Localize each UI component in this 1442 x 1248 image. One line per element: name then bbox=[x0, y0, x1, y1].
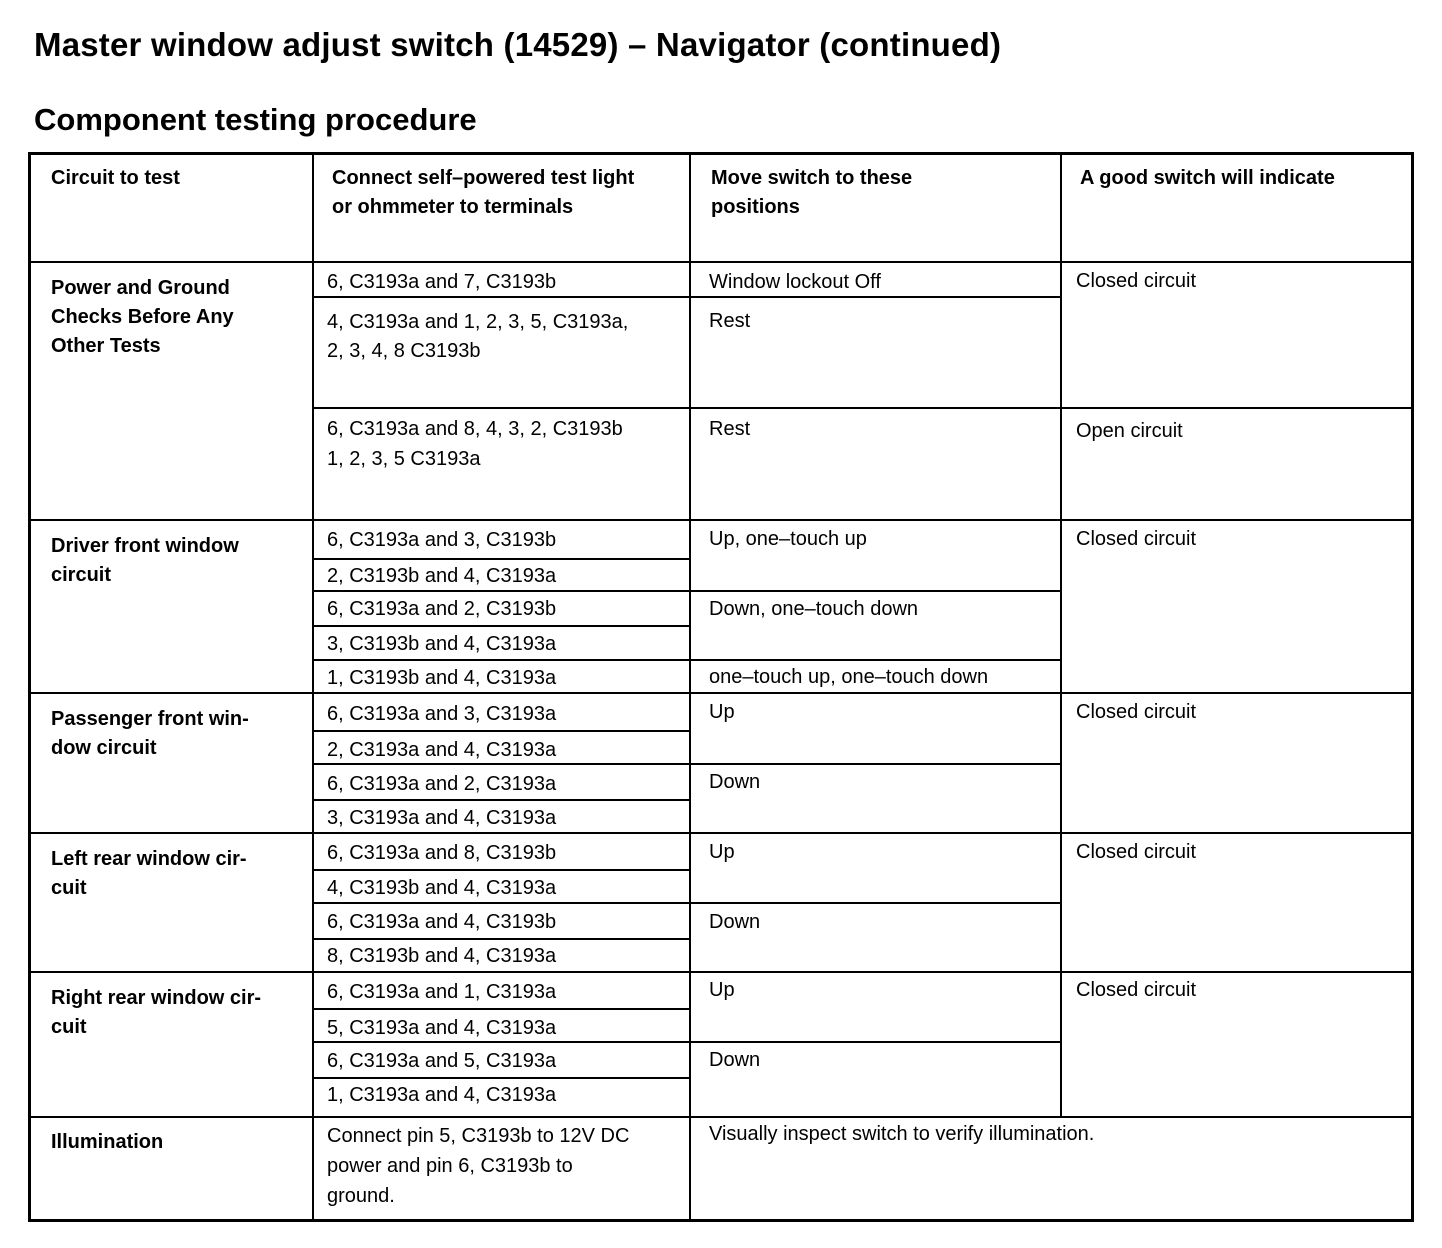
circuit-name: Passenger front win- bbox=[51, 708, 249, 730]
row-divider bbox=[312, 625, 690, 627]
position-cell: Up bbox=[709, 841, 735, 863]
terminal-cell: 6, C3193a and 2, C3193b bbox=[327, 598, 557, 620]
terminal-cell: 2, 3, 4, 8 C3193b bbox=[327, 340, 481, 362]
terminal-cell: 6, C3193a and 3, C3193b bbox=[327, 529, 557, 551]
header-terminals-line1: Connect self–powered test light bbox=[332, 167, 635, 189]
result-cell: Closed circuit bbox=[1076, 270, 1197, 292]
terminal-cell: Connect pin 5, C3193b to 12V DC bbox=[327, 1125, 630, 1147]
circuit-name: Driver front window bbox=[51, 535, 239, 557]
terminal-cell: 6, C3193a and 3, C3193a bbox=[327, 703, 557, 725]
position-cell: one–touch up, one–touch down bbox=[709, 666, 989, 688]
terminal-cell: 6, C3193a and 7, C3193b bbox=[327, 271, 557, 293]
terminal-cell: 6, C3193a and 5, C3193a bbox=[327, 1050, 557, 1072]
row-divider bbox=[312, 1077, 690, 1079]
terminal-cell: 5, C3193a and 4, C3193a bbox=[327, 1017, 557, 1039]
circuit-name: dow circuit bbox=[51, 737, 157, 759]
circuit-name: Illumination bbox=[51, 1131, 164, 1153]
terminal-cell: 6, C3193a and 4, C3193b bbox=[327, 911, 557, 933]
terminal-cell: 4, C3193a and 1, 2, 3, 5, C3193a, bbox=[327, 311, 629, 333]
row-divider bbox=[312, 558, 690, 560]
row-divider bbox=[312, 659, 1061, 661]
position-cell: Up bbox=[709, 979, 735, 1001]
terminal-cell: 4, C3193b and 4, C3193a bbox=[327, 877, 557, 899]
page-title: Master window adjust switch (14529) – Navigator (continued) bbox=[34, 26, 1002, 63]
position-cell: Up bbox=[709, 701, 735, 723]
result-cell: Open circuit bbox=[1076, 420, 1183, 442]
terminal-cell: 1, C3193a and 4, C3193a bbox=[327, 1084, 557, 1106]
header-terminals-line2: or ohmmeter to terminals bbox=[332, 196, 574, 218]
row-divider bbox=[312, 869, 690, 871]
circuit-name: Checks Before Any bbox=[51, 306, 234, 328]
position-cell: Rest bbox=[709, 310, 751, 332]
position-cell: Down, one–touch down bbox=[709, 598, 919, 620]
position-cell: Down bbox=[709, 771, 761, 793]
position-cell: Up, one–touch up bbox=[709, 528, 867, 550]
row-divider bbox=[312, 938, 690, 940]
circuit-name: Left rear window cir- bbox=[51, 848, 247, 870]
circuit-name: cuit bbox=[51, 877, 87, 899]
terminal-cell: 1, C3193b and 4, C3193a bbox=[327, 667, 557, 689]
row-divider bbox=[30, 832, 1412, 834]
position-cell: Down bbox=[709, 911, 761, 933]
terminal-cell: power and pin 6, C3193b to bbox=[327, 1155, 573, 1177]
circuit-name: Right rear window cir- bbox=[51, 987, 262, 1009]
result-cell: Closed circuit bbox=[1076, 841, 1197, 863]
terminal-cell: 6, C3193a and 2, C3193a bbox=[327, 773, 557, 795]
terminal-cell: 6, C3193a and 8, C3193b bbox=[327, 842, 557, 864]
terminal-cell: 1, 2, 3, 5 C3193a bbox=[327, 448, 481, 470]
result-cell: Closed circuit bbox=[1076, 979, 1197, 1001]
illumination-note: Visually inspect switch to verify illumination. bbox=[709, 1123, 1095, 1145]
row-divider bbox=[312, 730, 690, 732]
result-cell: Closed circuit bbox=[1076, 528, 1197, 550]
col-divider bbox=[689, 1117, 691, 1220]
circuit-name: Power and Ground bbox=[51, 277, 230, 299]
row-divider bbox=[312, 407, 1412, 409]
row-divider bbox=[30, 1116, 1412, 1118]
circuit-name: cuit bbox=[51, 1016, 87, 1038]
terminal-cell: 3, C3193a and 4, C3193a bbox=[327, 807, 557, 829]
section-subtitle: Component testing procedure bbox=[34, 102, 477, 137]
terminal-cell: 2, C3193a and 4, C3193a bbox=[327, 739, 557, 761]
header-positions-line1: Move switch to these bbox=[711, 167, 913, 189]
terminal-cell: ground. bbox=[327, 1185, 395, 1207]
header-indication: A good switch will indicate bbox=[1080, 167, 1335, 189]
result-cell: Closed circuit bbox=[1076, 701, 1197, 723]
terminal-cell: 3, C3193b and 4, C3193a bbox=[327, 633, 557, 655]
row-divider bbox=[312, 799, 690, 801]
position-cell: Rest bbox=[709, 418, 751, 440]
terminal-cell: 8, C3193b and 4, C3193a bbox=[327, 945, 557, 967]
row-divider bbox=[30, 971, 1412, 973]
circuit-name: circuit bbox=[51, 564, 112, 586]
row-divider bbox=[30, 692, 1412, 694]
position-cell: Down bbox=[709, 1049, 761, 1071]
header-circuit: Circuit to test bbox=[51, 167, 180, 189]
circuit-name: Other Tests bbox=[51, 335, 161, 357]
position-cell: Window lockout Off bbox=[709, 271, 881, 293]
row-divider bbox=[30, 519, 1412, 521]
row-divider bbox=[30, 261, 1412, 263]
terminal-cell: 6, C3193a and 1, C3193a bbox=[327, 981, 557, 1003]
header-positions-line2: positions bbox=[711, 196, 800, 218]
col-divider bbox=[312, 154, 314, 1220]
terminal-cell: 6, C3193a and 8, 4, 3, 2, C3193b bbox=[327, 418, 623, 440]
terminal-cell: 2, C3193b and 4, C3193a bbox=[327, 565, 557, 587]
row-divider bbox=[312, 1008, 690, 1010]
